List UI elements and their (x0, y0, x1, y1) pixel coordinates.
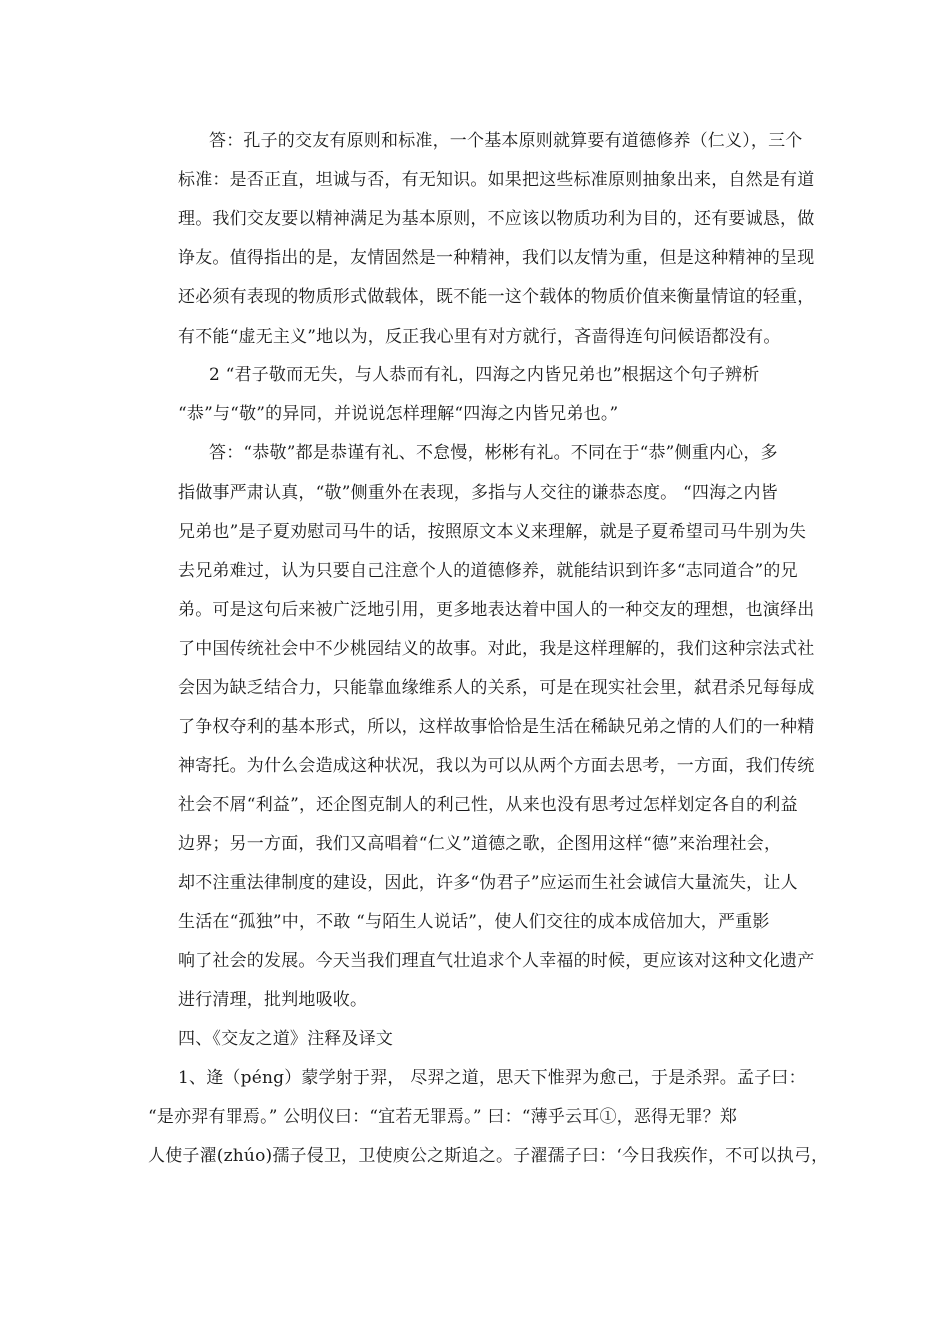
text-line: 去兄弟难过，认为只要自己注意个人的道德修养，就能结识到许多“志同道合”的兄 (178, 561, 798, 581)
text-line: 神寄托。为什么会造成这种状况，我以为可以从两个方面去思考，一方面，我们传统 (178, 756, 815, 776)
text-line: 弟。可是这句后来被广泛地引用，更多地表达着中国人的一种交友的理想，也演绎出 (178, 600, 815, 620)
text-line: 了争权夺利的基本形式，所以，这样故事恰恰是生活在稀缺兄弟之情的人们的一种精 (178, 717, 815, 737)
text-line: 1、逄（péng）蒙学射于羿， 尽羿之道，思天下惟羿为愈己，于是杀羿。孟子曰： (178, 1068, 806, 1088)
text-line: 却不注重法律制度的建设，因此，许多“伪君子”应运而生社会诚信大量流失，让人 (178, 873, 798, 893)
text-line: 响了社会的发展。今天当我们理直气壮追求个人幸福的时候，更应该对这种文化遗产 (178, 951, 815, 971)
text-line: 标准：是否正直，坦诚与否，有无知识。如果把这些标准原则抽象出来，自然是有道 (178, 170, 815, 190)
text-line: 指做事严肃认真，“敬”侧重外在表现，多指与人交往的谦恭态度。 “四海之内皆 (178, 483, 778, 503)
text-line: 进行清理，批判地吸收。 (178, 990, 368, 1010)
text-line: 答：孔子的交友有原则和标准，一个基本原则就算要有道德修养（仁义），三个 (209, 131, 803, 151)
text-line: 了中国传统社会中不少桃园结义的故事。对此，我是这样理解的，我们这种宗法式社 (178, 639, 815, 659)
text-line: “是亦羿有罪焉。” 公明仪曰：“宜若无罪焉。” 曰：“薄乎云耳①，恶得无罪？郑 (148, 1107, 738, 1127)
text-line: 社会不屑“利益”，还企图克制人的利己性，从来也没有思考过怎样划定各自的利益 (178, 795, 798, 815)
text-line: 会因为缺乏结合力，只能靠血缘维系人的关系，可是在现实社会里，弑君杀兄每每成 (178, 678, 815, 698)
text-line: 2 “君子敬而无失，与人恭而有礼，四海之内皆兄弟也”根据这个句子辨析 (209, 365, 760, 385)
text-line: 有不能“虚无主义”地以为，反正我心里有对方就行，吝啬得连句问候语都没有。 (178, 327, 781, 347)
text-line: 诤友。值得指出的是，友情固然是一种精神，我们以友情为重，但是这种精神的呈现 (178, 248, 815, 268)
text-line: 兄弟也”是子夏劝慰司马牛的话，按照原文本义来理解，就是子夏希望司马牛别为失 (178, 522, 807, 542)
text-line: 边界；另一方面，我们又高唱着“仁义”道德之歌，企图用这样“德”来治理社会， (178, 834, 782, 854)
text-line: “恭”与“敬”的异同，并说说怎样理解“四海之内皆兄弟也。” (178, 404, 619, 424)
text-line: 答：“恭敬”都是恭谨有礼、不怠慢，彬彬有礼。不同在于“恭”侧重内心，多 (209, 443, 778, 463)
text-line: 还必须有表现的物质形式做载体，既不能一这个载体的物质价值来衡量情谊的轻重， (178, 287, 815, 307)
text-line: 生活在“孤独”中，不敢 “与陌生人说话”，使人们交往的成本成倍加大，严重影 (178, 912, 770, 932)
text-line: 人使子濯(zhúo)孺子侵卫，卫使庾公之斯追之。子濯孺子曰：‘今日我疾作，不可以执弓， (148, 1146, 829, 1166)
section-heading: 四、《交友之道》注释及译文 (178, 1029, 394, 1049)
text-line: 理。我们交友要以精神满足为基本原则，不应该以物质功利为目的，还有要诚恳，做 (178, 209, 815, 229)
